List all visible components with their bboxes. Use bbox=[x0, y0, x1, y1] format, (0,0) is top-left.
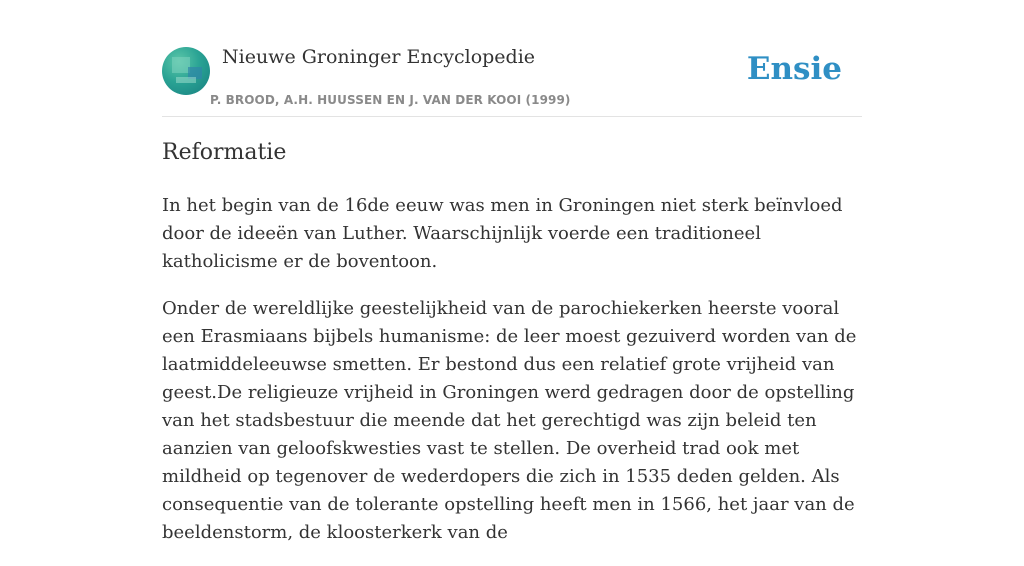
article-paragraph: Onder de wereldlijke geestelijkheid van de parochiekerken heerste vooral een Erasmiaans bijbels humanisme: de leer moest gezuiverd worden van de laatmiddeleeuwse smetten. Er bestond dus een relatief grote vrijheid van geest.De religieuze vrijheid in Groningen werd gedragen door de opstelling van het stadsbestuur die meende dat het gerechtigd was zijn beleid ten aanzien van geloofskwesties vast te stellen. De overheid trad ook met mildheid op tegenover de wederdopers die zich in 1535 deden gelden. Als consequentie van de tolerante opstelling heeft men in 1566, het jaar van de beeldenstorm, de kloosterkerk van de bbox=[162, 298, 857, 543]
ensie-brand-logo[interactable]: Ensie bbox=[746, 51, 842, 87]
article-title: Reformatie bbox=[162, 140, 287, 165]
site-header bbox=[162, 46, 862, 117]
article-paragraph: In het begin van de 16de eeuw was men in Groningen niet sterk beïnvloed door de ideeën van Luther. Waarschijnlijk voerde een traditioneel katholicisme er de boventoon. bbox=[162, 195, 843, 272]
article-body bbox=[162, 192, 872, 566]
encyclopedia-authors: P. BROOD, A.H. HUUSSEN EN J. VAN DER KOOI (1999) bbox=[210, 93, 571, 107]
logo-shape bbox=[176, 77, 196, 83]
encyclopedia-logo-icon[interactable] bbox=[162, 47, 210, 95]
encyclopedia-title-link[interactable]: Nieuwe Groninger Encyclopedie bbox=[222, 46, 536, 68]
